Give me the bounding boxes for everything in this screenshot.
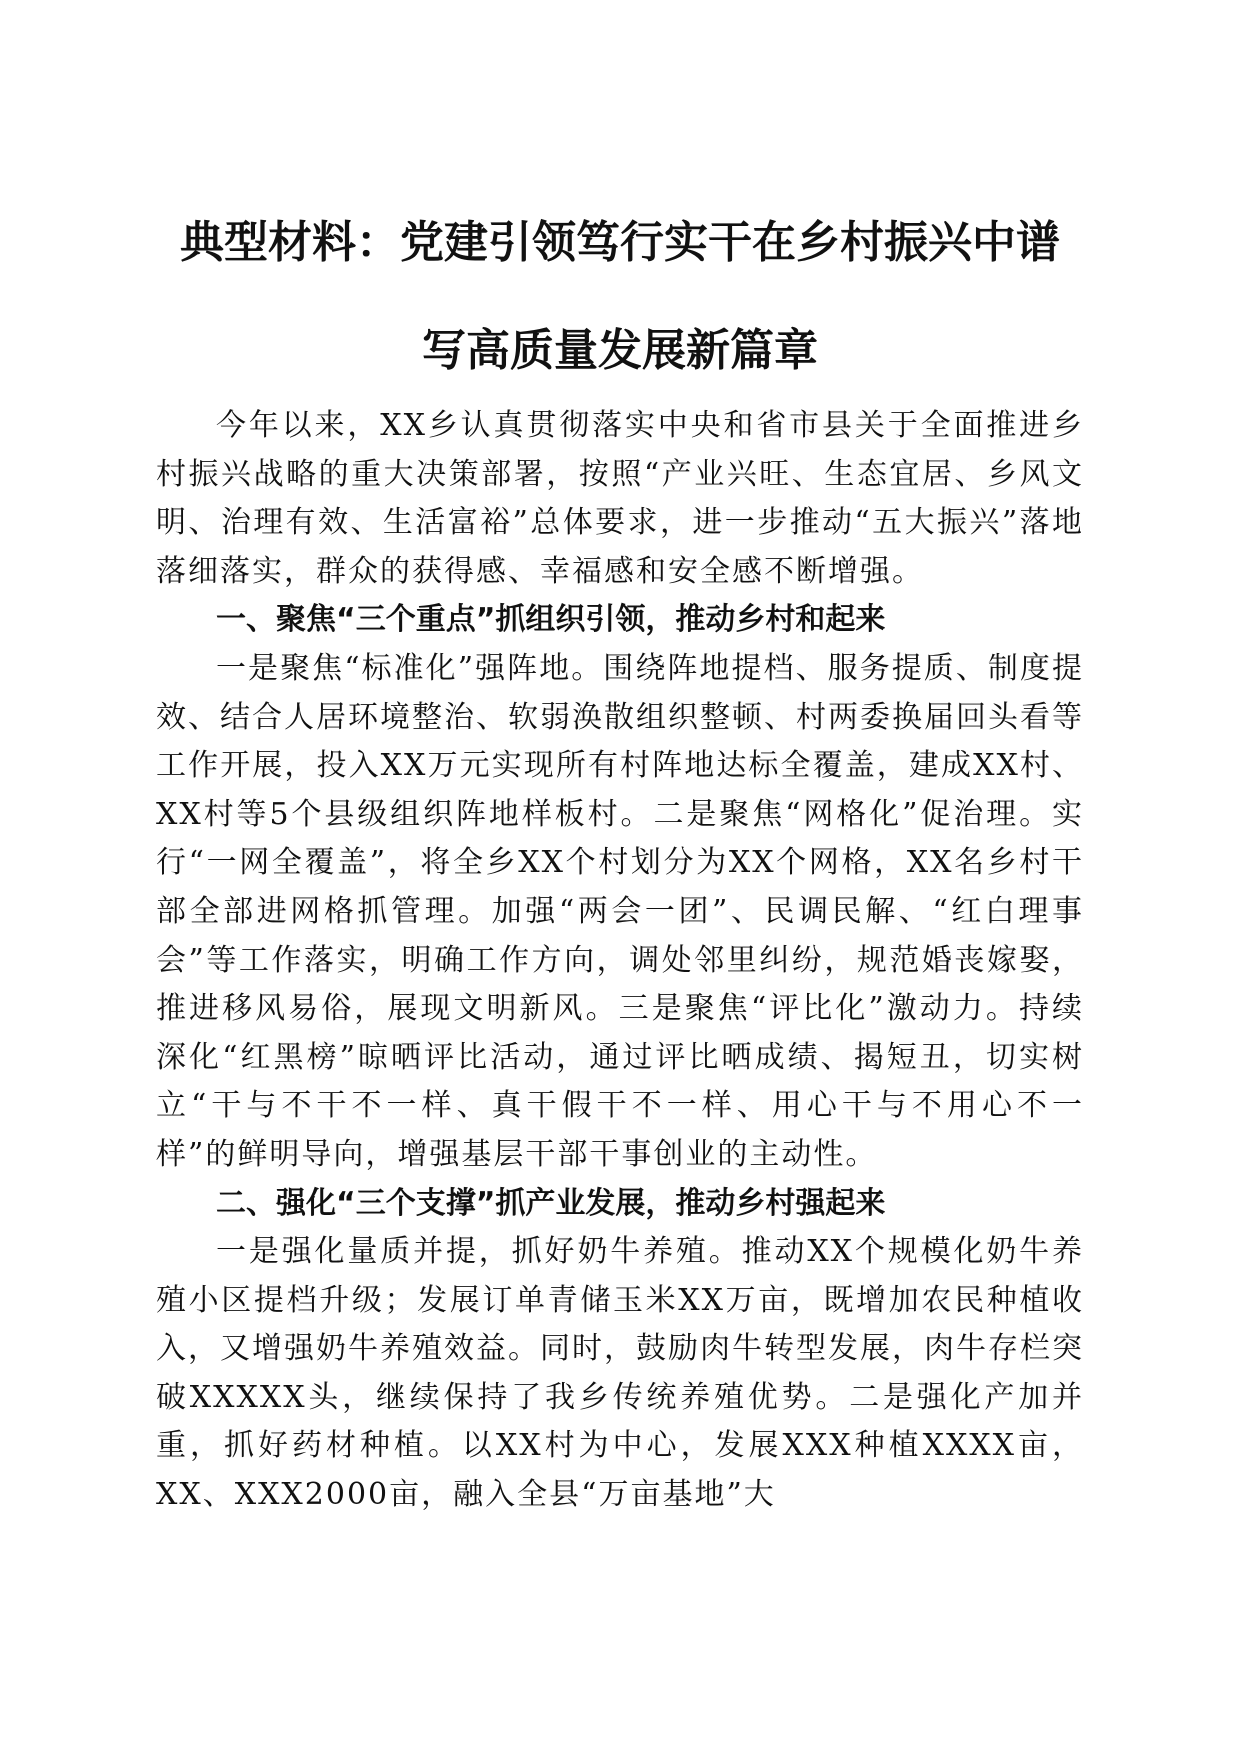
title-spacer: [156, 376, 1084, 402]
section-2-heading: 二、强化“三个支撑”抓产业发展，推动乡村强起来: [216, 1185, 886, 1221]
section-1-paragraph: 一是聚焦“标准化”强阵地。围绕阵地提档、服务提质、制度提效、结合人居环境整治、软弱涣散组织整顿、村两委换届回头看等工作开展，投入XX万元实现所有村阵地达标全覆盖，建成XX村、XX村等5个县级组织阵地样板村。二是聚焦“网格化”促治理。实行“一网全覆盖”，将全乡XX个村划分为XX个网格，XX名乡村干部全部进网格抓管理。加强“两会一团”、民调民解、“红白理事会”等工作落实，明确工作方向，调处邻里纠纷，规范婚丧嫁娶，推进移风易俗，展现文明新风。三是聚焦“评比化”激动力。持续深化“红黑榜”晾晒评比活动，通过评比晒成绩、揭短丑，切实树立“干与不干不一样、真干假干不一样、用心干与不用心不一样”的鲜明导向，增强基层干部干事创业的主动性。: [156, 650, 1084, 1172]
document-body: [156, 218, 1084, 1520]
intro-paragraph: 今年以来，XX乡认真贯彻落实中央和省市县关于全面推进乡村振兴战略的重大决策部署，按照“产业兴旺、生态宜居、乡风文明、治理有效、生活富裕”总体要求，进一步推动“五大振兴”落地落细落实，群众的获得感、幸福感和安全感不断增强。: [156, 408, 1084, 589]
document-title-line-2: 写高质量发展新篇章: [422, 325, 818, 376]
document-title-line-1: 典型材料：党建引领笃行实干在乡村振兴中谱: [180, 217, 1060, 268]
section-1-heading: 一、聚焦“三个重点”抓组织引领，推动乡村和起来: [216, 602, 886, 638]
section-2-paragraph: 一是强化量质并提，抓好奶牛养殖。推动XX个规模化奶牛养殖小区提档升级；发展订单青储玉米XX万亩，既增加农民种植收入，又增强奶牛养殖效益。同时，鼓励肉牛转型发展，肉牛存栏突破XXXXX头，继续保持了我乡传统养殖优势。二是强化产加并重，抓好药材种植。以XX村为中心，发展XXX种植XXXX亩，XX、XXX2000亩，融入全县“万亩基地”大: [156, 1234, 1084, 1513]
